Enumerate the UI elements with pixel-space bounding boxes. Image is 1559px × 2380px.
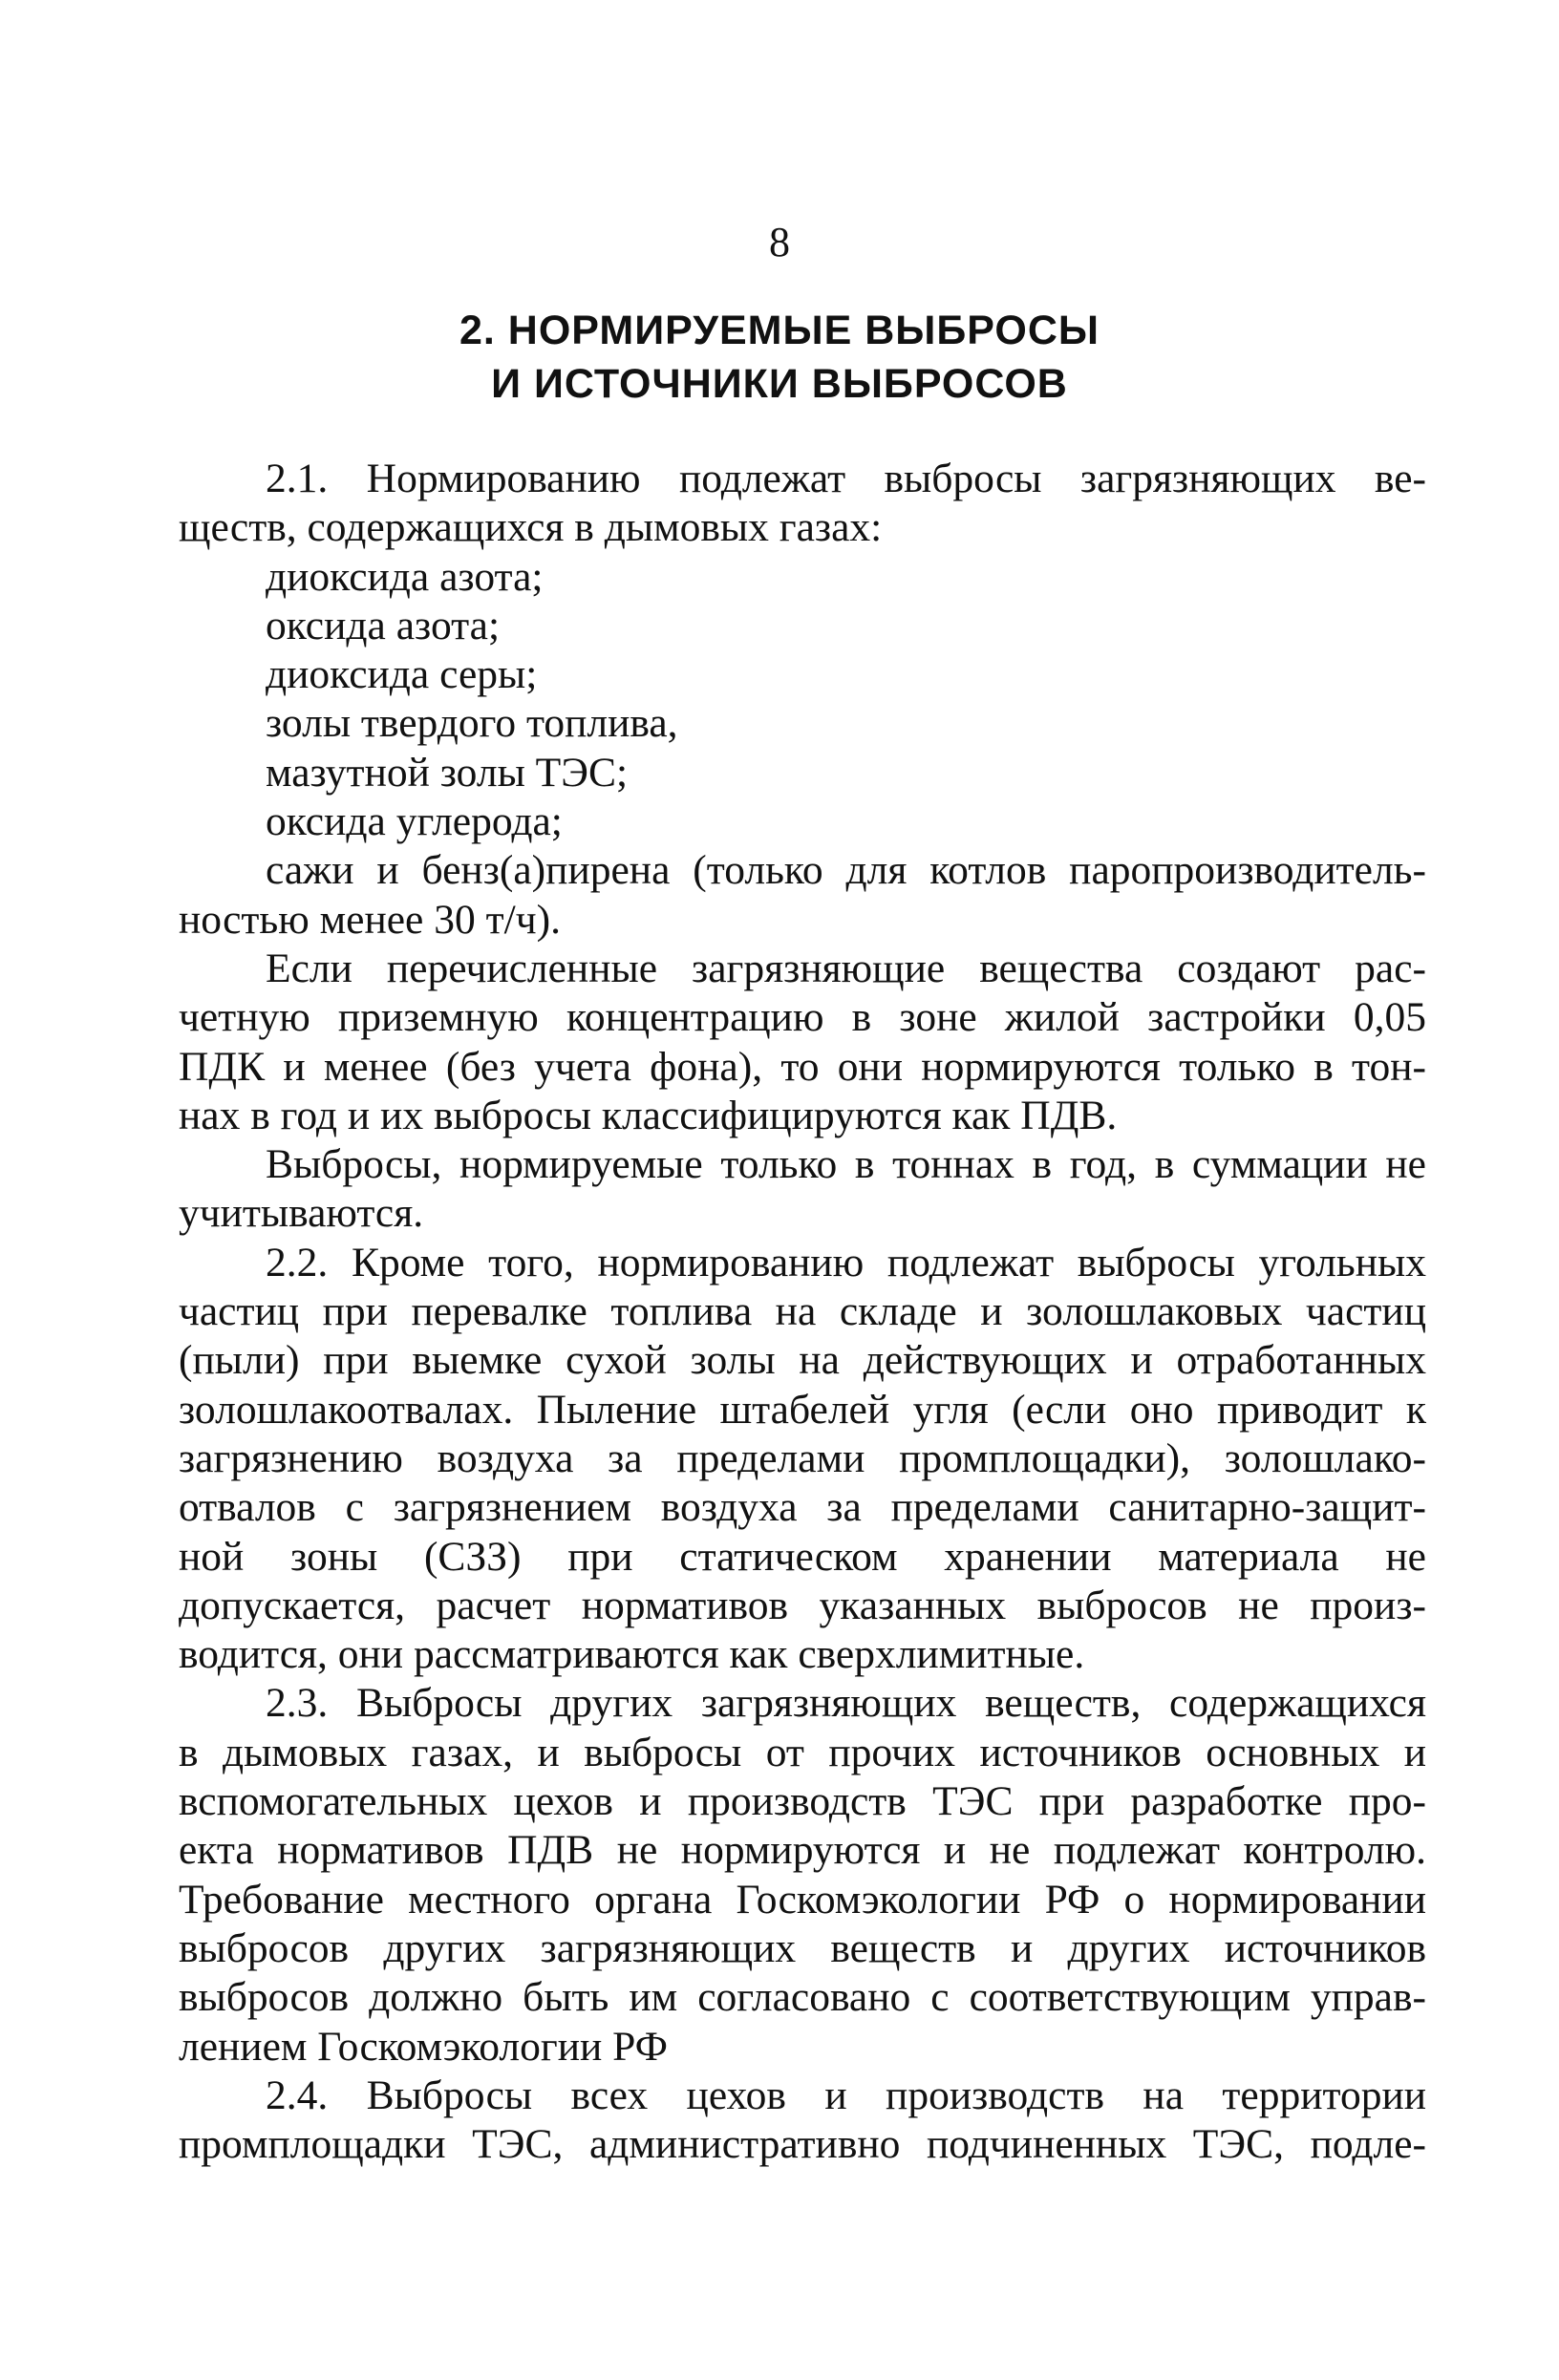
paragraph-2-4-line: 2.4. Выбросы всех цехов и производств на территории (266, 2072, 1426, 2118)
paragraph-line: учитываются. (179, 1190, 424, 1237)
paragraph-line: Если перечисленные загрязняющие вещества создают рас- (266, 945, 1426, 991)
paragraph-2-2-line: 2.2. Кроме того, нормированию подлежат выбросы угольных (266, 1239, 1426, 1286)
paragraph-2-3-line: 2.3. Выбросы других загрязняющих веществ, содержащихся (266, 1680, 1426, 1727)
paragraph-2-2-line: отвалов с загрязнением воздуха за пределами санитарно-защит- (179, 1484, 1426, 1531)
paragraph-2-2-line: ной зоны (СЗЗ) при статическом хранении материала не (179, 1533, 1426, 1580)
paragraph-line: нах в год и их выбросы классифицируются как ПДВ. (179, 1092, 1118, 1138)
paragraph-2-2-line: допускается, расчет нормативов указанных выбросов не произ- (179, 1582, 1426, 1628)
list-item: оксида азота; (266, 602, 501, 648)
paragraph-2-2-line: водится, они рассматриваются как сверхлимитные. (179, 1631, 1085, 1678)
section-heading-line-2: И ИСТОЧНИКИ ВЫБРОСОВ (491, 361, 1068, 407)
paragraph-2-2-line: частиц при перевалке топлива на складе и золошлаковых частиц (179, 1288, 1426, 1335)
list-item: диоксида серы; (266, 651, 538, 698)
list-item: мазутной золы ТЭС; (266, 749, 629, 796)
paragraph-2-3-line: вспомогательных цехов и производств ТЭС при разработке про- (179, 1778, 1426, 1825)
paragraph-2-4-line: промплощадки ТЭС, административно подчиненных ТЭС, подле- (179, 2121, 1426, 2168)
paragraph-2-2-line: золошлакоотвалах. Пыление штабелей угля (если оно приводит к (179, 1386, 1426, 1433)
paragraph-2-2-line: (пыли) при выемке сухой золы на действующих и отработанных (179, 1337, 1426, 1384)
paragraph-2-1-line: 2.1. Нормированию подлежат выбросы загрязняющих ве- (266, 456, 1426, 501)
section-heading (0, 304, 1559, 411)
list-item: диоксида азота; (266, 553, 544, 600)
paragraph-2-3-line: Требование местного органа Госкомэкологии РФ о нормировании (179, 1876, 1426, 1923)
document-body (179, 455, 1426, 2169)
paragraph-line: четную приземную концентрацию в зоне жилой застройки 0,05 (179, 994, 1426, 1041)
paragraph-2-2-line: загрязнению воздуха за пределами промплощадки), золошлако- (179, 1434, 1426, 1481)
list-item: золы твердого топлива, (266, 700, 678, 747)
list-item-continuation: ностью менее 30 т/ч). (179, 896, 561, 943)
section-heading-line-1: 2. НОРМИРУЕМЫЕ ВЫБРОСЫ (459, 308, 1100, 353)
paragraph-line: Выбросы, нормируемые только в тоннах в год, в суммации не (266, 1141, 1426, 1188)
paragraph-2-3-line: в дымовых газах, и выбросы от прочих источников основных и (179, 1729, 1426, 1775)
paragraph-2-3-line: лением Госкомэкологии РФ (179, 2023, 668, 2070)
paragraph-line: ПДК и менее (без учета фона), то они нормируются только в тон- (179, 1043, 1426, 1090)
page-number: 8 (769, 219, 790, 266)
paragraph-2-1-line: ществ, содержащихся в дымовых газах: (179, 504, 883, 551)
paragraph-2-3-line: екта нормативов ПДВ не нормируются и не подлежат контролю. (179, 1827, 1426, 1874)
list-item: сажи и бенз(а)пирена (только для котлов паропроизводитель- (266, 847, 1426, 894)
list-item: оксида углерода; (266, 798, 563, 845)
paragraph-2-3-line: выбросов должно быть им согласовано с соответствующим управ- (179, 1974, 1426, 2021)
paragraph-2-3-line: выбросов других загрязняющих веществ и других источников (179, 1924, 1426, 1971)
